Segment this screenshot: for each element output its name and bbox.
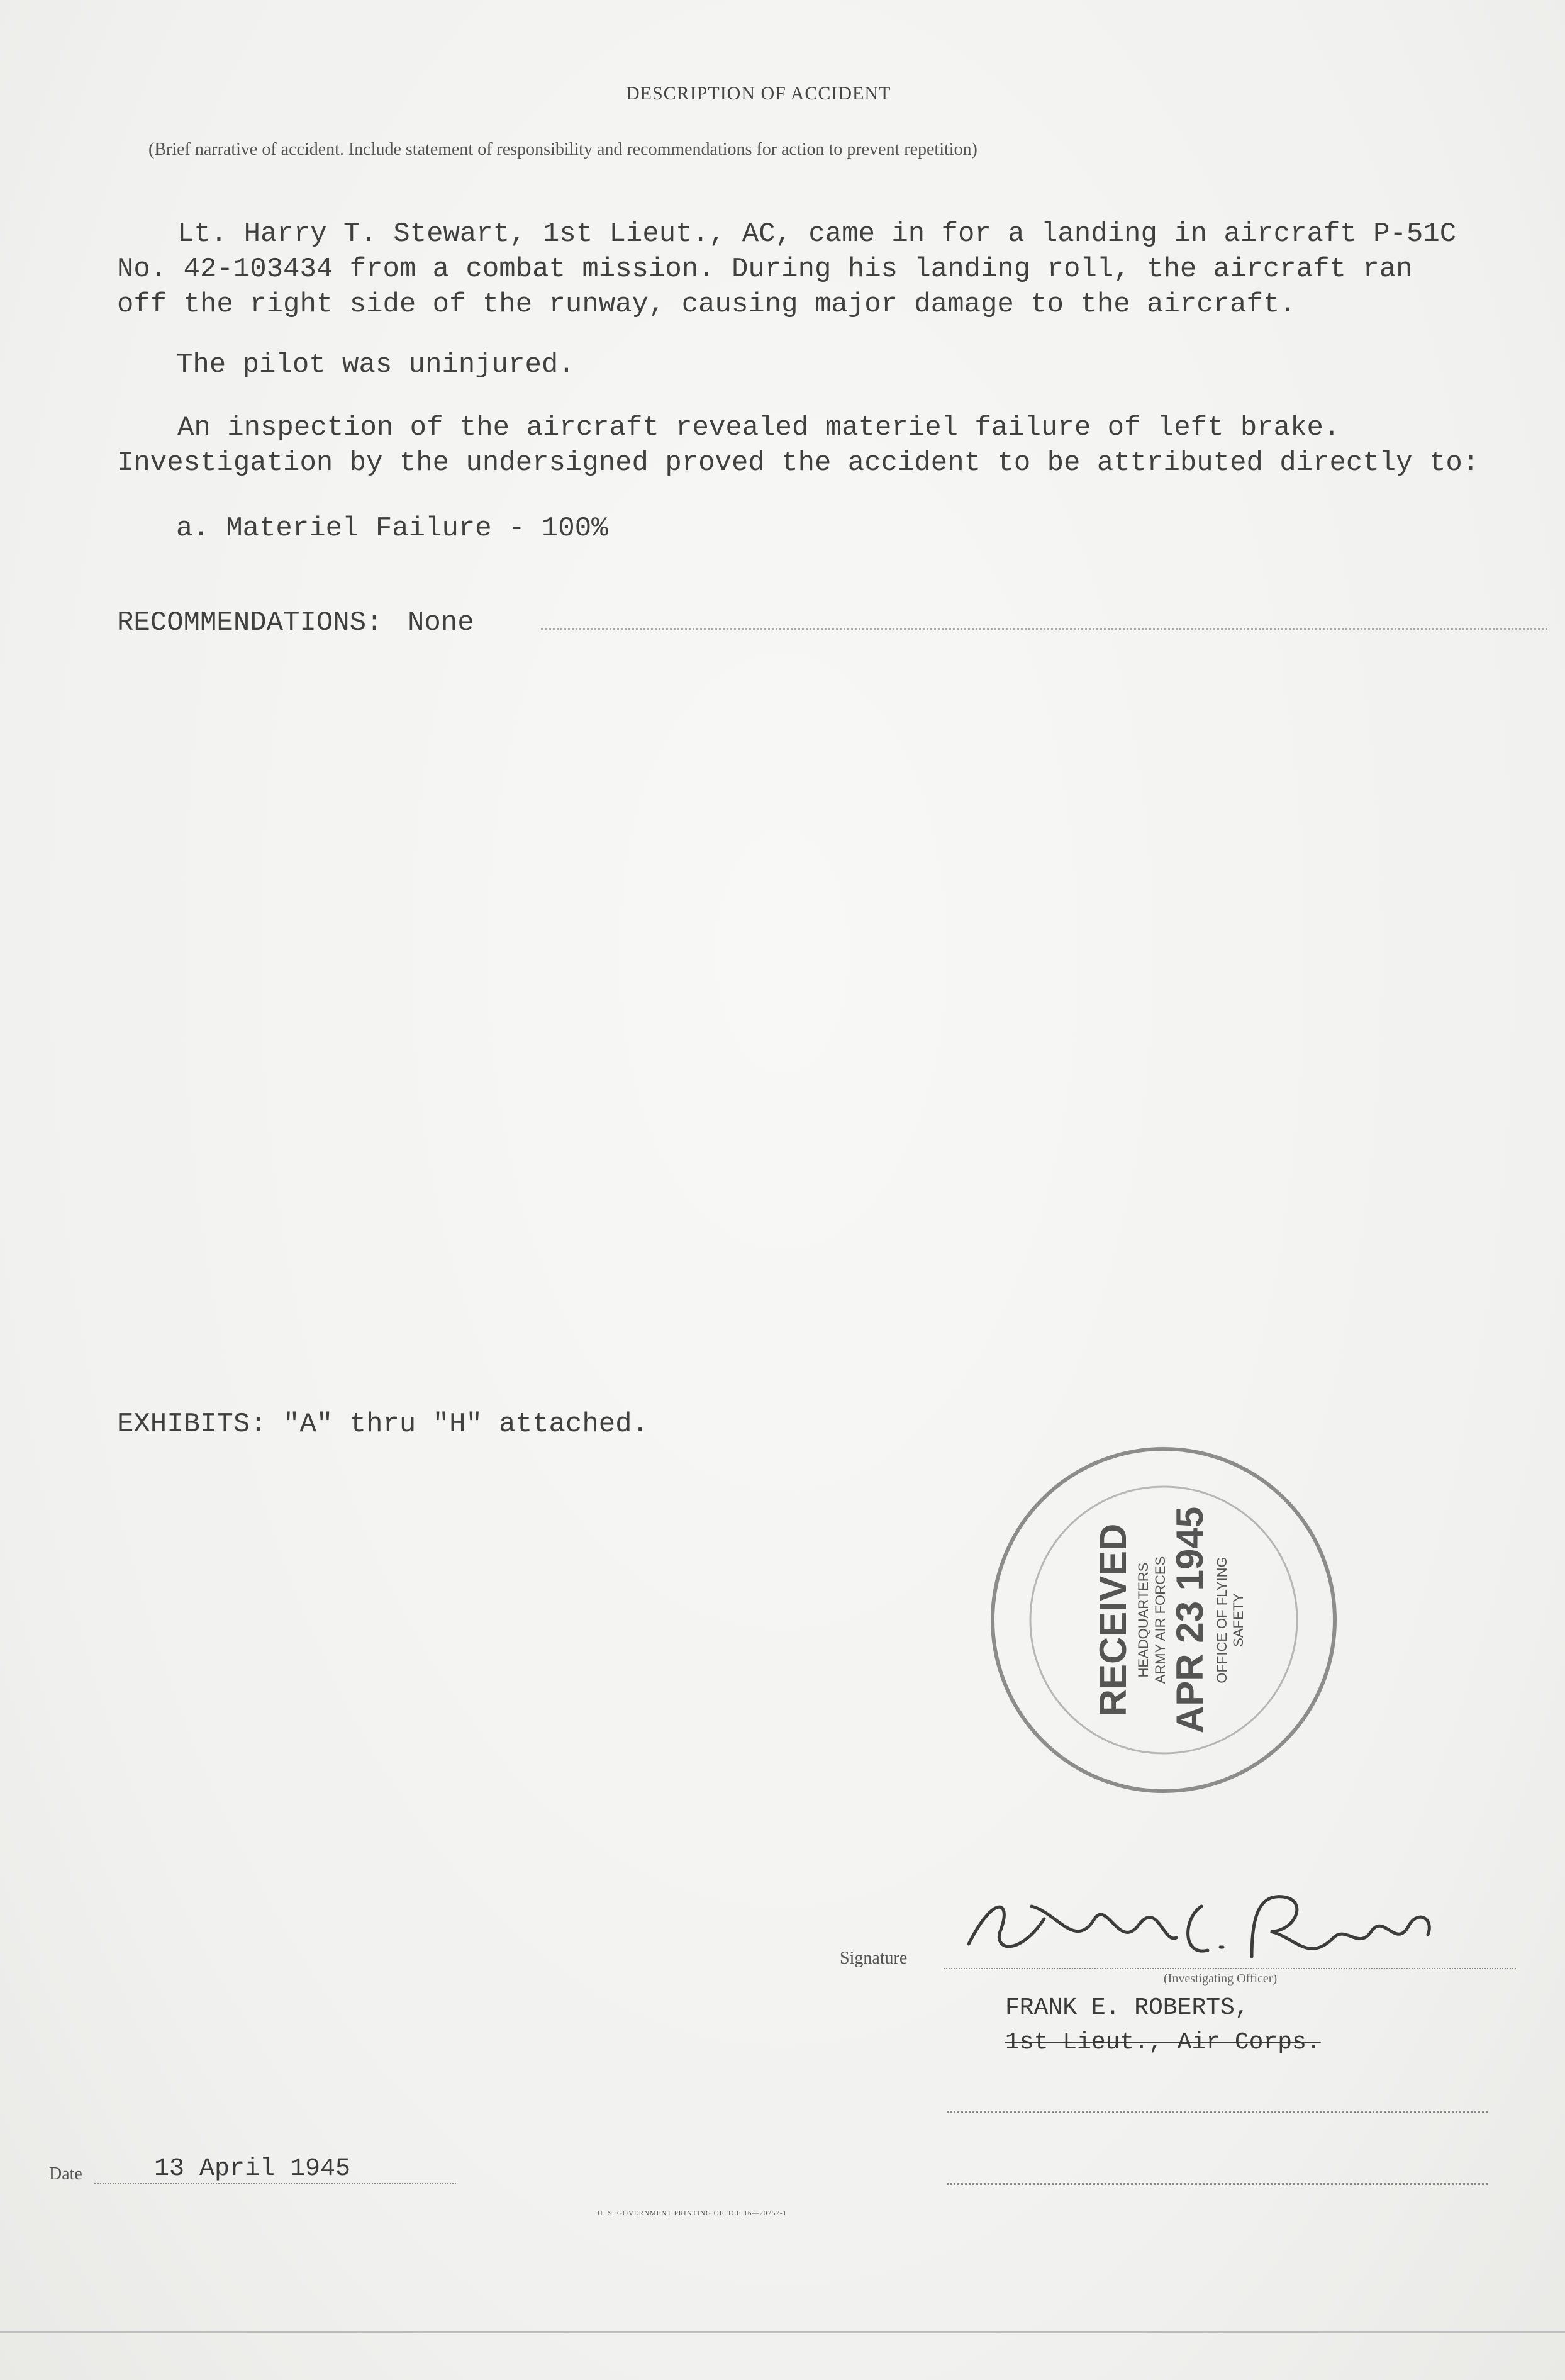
- stamp-received: RECEIVED: [1092, 1523, 1134, 1717]
- stamp-hq-line2: ARMY AIR FORCES: [1152, 1556, 1168, 1684]
- printer-imprint: U. S. GOVERNMENT PRINTING OFFICE 16—20757-1: [598, 2210, 788, 2217]
- blank-line-1: [947, 2111, 1488, 2113]
- signature-line: [944, 1968, 1516, 1969]
- received-stamp: [975, 1438, 1352, 1802]
- recommendations-label: RECOMMENDATIONS:: [117, 607, 383, 639]
- date-value: 13 April 1945: [154, 2155, 351, 2183]
- date-line: [94, 2183, 456, 2184]
- signature-label: Signature: [840, 1948, 908, 1968]
- officer-name: FRANK E. ROBERTS,: [1005, 1994, 1249, 2021]
- stamp-date: APR 23 1945: [1169, 1506, 1211, 1734]
- page-bottom-edge: [0, 2331, 1565, 2333]
- form-title: DESCRIPTION OF ACCIDENT: [626, 83, 891, 104]
- signature-role: (Investigating Officer): [1164, 1972, 1278, 1986]
- stamp-office-line2: SAFETY: [1230, 1593, 1246, 1647]
- stamp-hq-line1: HEADQUARTERS: [1135, 1562, 1151, 1678]
- finding-item-a: a. Materiel Failure - 100%: [176, 513, 608, 544]
- narrative-paragraph-3: An inspection of the aircraft revealed materiel failure of left brake. Investigation by the undersigned proved the accident to be attributed directly to:: [117, 412, 1479, 479]
- form-instructions: (Brief narrative of accident. Include statement of responsibility and recommendations for action to prevent repetition): [148, 140, 977, 159]
- stamp-office-line1: OFFICE OF FLYING: [1214, 1556, 1230, 1684]
- date-label: Date: [49, 2164, 82, 2184]
- narrative-paragraph-1: Lt. Harry T. Stewart, 1st Lieut., AC, came in for a landing in aircraft P-51C No. 42-103434 from a combat mission. During his landing roll, the aircraft ran off the right side of the runway, causing major damage to the aircraft.: [117, 218, 1457, 320]
- recommendations-dotted-line: [541, 628, 1547, 630]
- recommendations-value: None: [408, 607, 474, 639]
- narrative-paragraph-2: The pilot was uninjured.: [176, 349, 575, 381]
- blank-line-2: [947, 2183, 1488, 2185]
- handwritten-signature: [956, 1881, 1447, 1975]
- exhibits-line: EXHIBITS: "A" thru "H" attached.: [117, 1409, 649, 1440]
- officer-rank: 1st Lieut., Air Corps.: [1005, 2029, 1321, 2056]
